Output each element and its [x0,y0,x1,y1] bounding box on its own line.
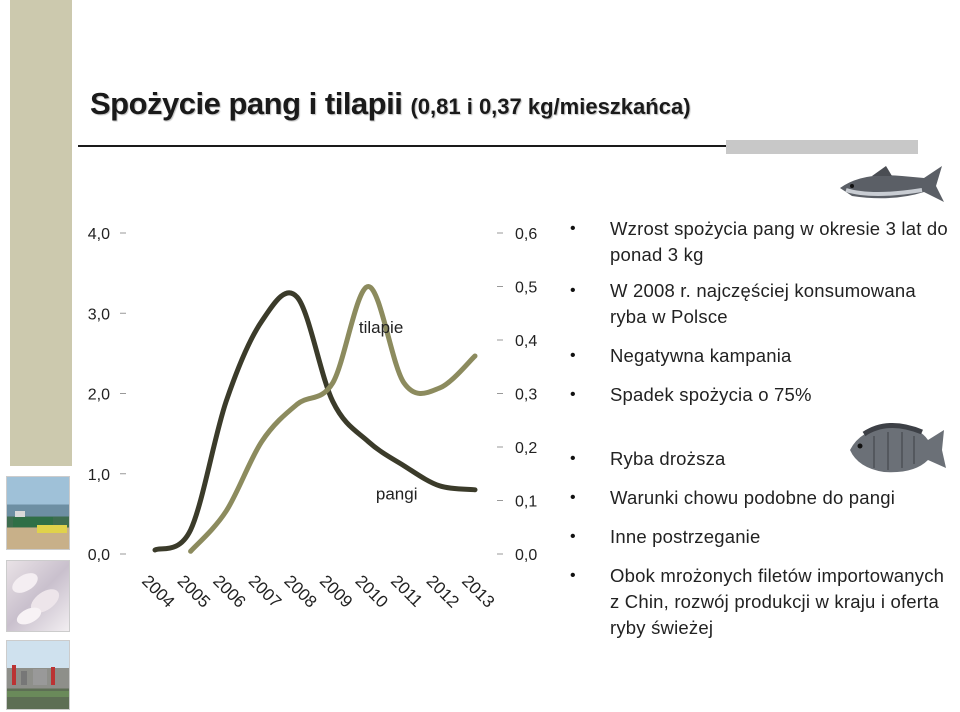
right-tick-label: 0,6 [515,226,538,243]
bullet-item: • Warunki chowu podobne do pangi [570,485,955,511]
x-tick-label: 2004 [138,571,179,612]
bullet-list [570,216,955,641]
right-axis [497,226,537,564]
bullet-item: • Spadek spożycia o 75% [570,382,955,408]
right-tick-label: 0,1 [515,493,538,511]
series-label-tilapie: tilapie [358,317,404,337]
x-tick-label: 2007 [244,571,286,612]
bullet-item: • Obok mrożonych filetów importowanych z Chin, rozwój produkcji w kraju i oferta ryby świeżej [570,563,955,641]
series-line-tilapie [191,287,475,552]
left-tick-label: 0,0 [87,547,110,564]
slide-subtitle: (0,81 i 0,37 kg/mieszkańca) [410,94,691,119]
pangasius-fish-image [832,158,952,216]
consumption-chart [0,170,560,640]
bullet-item: • Negatywna kampania [570,343,955,369]
x-tick-label: 2008 [280,571,321,612]
left-tick-label: 3,0 [87,306,110,324]
series-layer [155,286,475,551]
title-divider-accent [726,140,918,154]
series-line-pangi [155,293,475,550]
factory-photo [6,640,70,710]
x-tick-label: 2009 [315,571,357,612]
x-axis [138,571,498,611]
left-tick-label: 2,0 [87,386,110,404]
left-tick-label: 4,0 [87,226,110,243]
factory-graphic [7,641,69,709]
right-tick-label: 0,5 [515,279,538,297]
left-axis [88,226,126,564]
right-tick-label: 0,2 [515,440,538,457]
slide-title: Spożycie pang i tilapii (0,81 i 0,37 kg/mieszkańca) [90,86,691,121]
bullet-item: • Wzrost spożycia pang w okresie 3 lat do ponad 3 kg [570,216,955,268]
right-tick-label: 0,0 [515,547,538,564]
x-tick-label: 2011 [387,571,427,611]
x-tick-label: 2012 [422,571,463,612]
x-tick-label: 2006 [209,571,250,612]
right-tick-label: 0,3 [515,386,538,404]
right-tick-label: 0,4 [515,333,538,350]
series-label-pangi: pangi [375,484,418,504]
bullet-item: • W 2008 r. najczęściej konsumowana ryba w Polsce [570,278,955,330]
x-tick-label: 2005 [173,571,214,612]
x-tick-label: 2013 [458,571,499,612]
left-tick-label: 1,0 [87,466,110,484]
bullet-item: • Ryba droższa [570,446,955,472]
x-tick-label: 2010 [351,571,392,612]
bullet-item: • Inne postrzeganie [570,524,955,550]
